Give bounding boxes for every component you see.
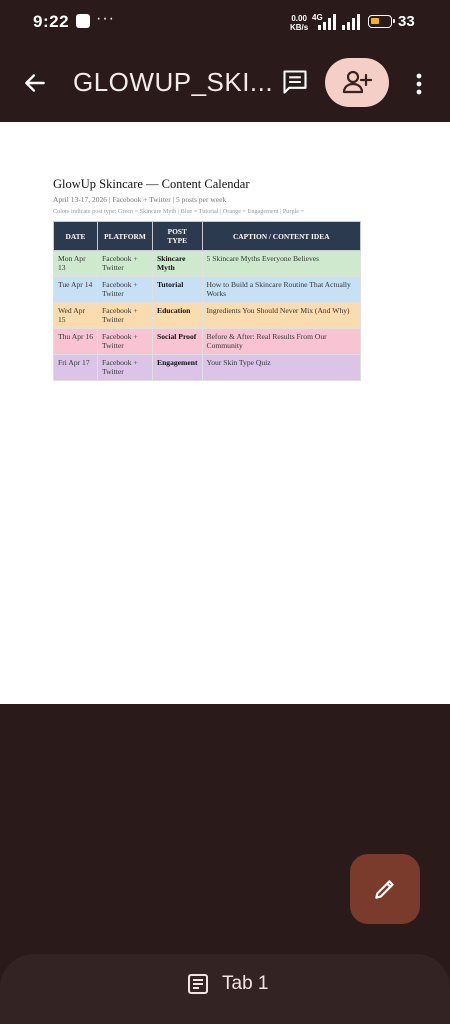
cell-date: Tue Apr 14 xyxy=(54,277,98,303)
cell-date: Fri Apr 17 xyxy=(54,355,98,381)
signal-strength-icon xyxy=(318,14,338,30)
cell-caption: 5 Skincare Myths Everyone Believes xyxy=(202,251,361,277)
edit-fab-button[interactable] xyxy=(350,854,420,924)
document-outline-icon xyxy=(186,972,210,996)
table-row xyxy=(54,329,361,355)
cell-platform: Facebook + Twitter xyxy=(98,251,153,277)
cell-date: Wed Apr 15 xyxy=(54,303,98,329)
table-row xyxy=(54,277,361,303)
table-header-row xyxy=(54,222,361,251)
status-time: 9:22 xyxy=(33,12,70,31)
document-content xyxy=(53,177,363,381)
color-legend: Colors indicate post type: Green = Skincare Myth | Blue = Tutorial | Orange = Engagement | Purple = xyxy=(53,208,305,215)
notification-app-icon xyxy=(76,14,90,28)
document-page[interactable] xyxy=(0,122,450,704)
tab-label: Tab 1 xyxy=(222,973,269,994)
cell-post-type: Social Proof xyxy=(153,329,203,355)
cell-date: Mon Apr 13 xyxy=(54,251,98,277)
cell-date: Thu Apr 16 xyxy=(54,329,98,355)
status-bar xyxy=(0,0,450,46)
network-speed-value: 0.00 xyxy=(291,14,307,23)
network-speed-unit: KB/s xyxy=(290,23,309,32)
network-speed xyxy=(290,14,308,32)
comment-icon[interactable] xyxy=(281,68,309,96)
content-calendar-table xyxy=(53,221,361,381)
cell-platform: Facebook + Twitter xyxy=(98,277,153,303)
battery-percent: 33 xyxy=(398,13,415,30)
network-type: 4G xyxy=(312,13,323,22)
add-person-icon xyxy=(342,69,372,95)
cell-post-type: Skincare Myth xyxy=(153,251,203,277)
cell-caption: How to Build a Skincare Routine That Actually Works xyxy=(202,277,361,303)
table-row xyxy=(54,355,361,381)
cell-post-type: Education xyxy=(153,303,203,329)
table-row xyxy=(54,303,361,329)
cell-caption: Ingredients You Should Never Mix (And Why) xyxy=(202,303,361,329)
column-header-post-type: POST TYPE xyxy=(153,222,203,251)
document-title[interactable]: GLOWUP_SKI... xyxy=(73,67,274,97)
content-calendar-title: GlowUp Skincare — Content Calendar xyxy=(53,177,250,191)
column-header-caption: CAPTION / CONTENT IDEA xyxy=(202,222,361,251)
tab-1[interactable] xyxy=(186,970,268,998)
app-bar xyxy=(0,46,450,122)
share-add-person-button[interactable] xyxy=(325,58,389,107)
battery-icon xyxy=(368,15,392,28)
cell-caption: Your Skin Type Quiz xyxy=(202,355,361,381)
cell-platform: Facebook + Twitter xyxy=(98,355,153,381)
content-calendar-subtitle: April 13-17, 2026 | Facebook + Twitter | 5 posts per week xyxy=(53,195,227,204)
signal-strength-icon-2 xyxy=(342,14,362,30)
more-vert-icon[interactable] xyxy=(412,70,426,98)
cell-caption: Before & After: Real Results From Our Community xyxy=(202,329,361,355)
cell-post-type: Engagement xyxy=(153,355,203,381)
more-notifications-icon: ··· xyxy=(96,10,115,27)
column-header-platform: PLATFORM xyxy=(98,222,153,251)
pencil-icon xyxy=(372,876,398,902)
cell-platform: Facebook + Twitter xyxy=(98,303,153,329)
table-row xyxy=(54,251,361,277)
back-arrow-icon[interactable] xyxy=(22,70,48,96)
bottom-tab-bar xyxy=(0,954,450,1024)
cell-post-type: Tutorial xyxy=(153,277,203,303)
column-header-date: DATE xyxy=(54,222,98,251)
cell-platform: Facebook + Twitter xyxy=(98,329,153,355)
